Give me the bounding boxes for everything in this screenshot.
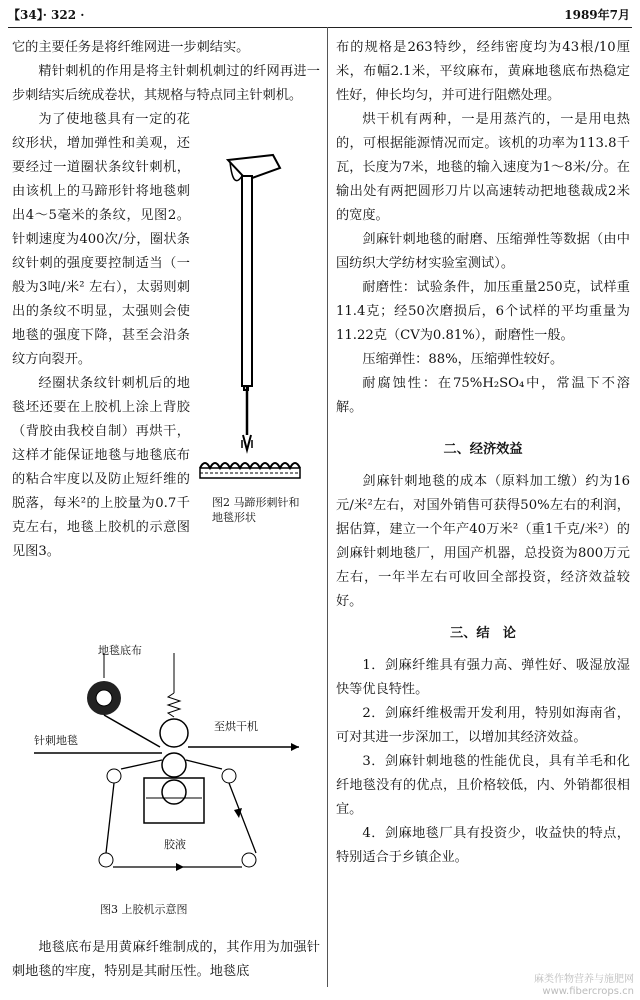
page-number-header: 【34】· 322 · — [8, 8, 85, 22]
section-heading: 二、经济效益 — [443, 442, 523, 457]
gluing-machine-diagram — [34, 648, 306, 898]
paragraph: 精针刺机的作用是将主针刺机刺过的纤网再进一步刺结实后统成卷状，其规格与特点同主针刺机。 — [12, 64, 320, 103]
paragraph: 为了使地毯具有一定的花纹形状，增加弹性和美观，还要经过一道圈状条纹针刺机，由该机上的马蹄形针将地毯刺出4～5毫米的条纹，见图2。针刺速度为400次/分，圈状条纹针刺的强度要控制适当（一般为3吨/米² 左右），太弱则刺出的条纹不明显，太强则会使地毯的强度下降，甚至会沿条纹方向裂开。 — [12, 112, 190, 367]
paragraph: 剑麻针刺地毯的耐磨、压缩弹性等数据（由中国纺织大学纺材实验室测试）。 — [336, 232, 630, 271]
paragraph: 剑麻针刺地毯的成本（原料加工缴）约为16元/米²左右，对国外销售可获得50%左右的利润，据估算，建立一个年产40万米²（重1千克/米²）的剑麻针刺地毯厂，用国产机器，总投资为800万元左右，一年半左右可收回全部投资，经济效益较好。 — [336, 474, 630, 609]
figure-2 — [198, 150, 306, 535]
paragraph: 经圈状条纹针刺机后的地毯坯还要在上胶机上涂上背胶（背胶由我校自制）再烘干，这样才能保证地毯与地毯底布的粘合牢度以及防止短纤维的脱落，每米²的上胶量为0.7千克左右，地毯上胶机的示意图见图3。 — [12, 376, 190, 559]
paragraph: 布的规格是263特纱，经纬密度均为43根/10厘米，布幅2.1米，平纹麻布，黄麻地毯底布热稳定性好，伸长均匀，并可进行阻燃处理。 — [336, 40, 630, 103]
paragraph: 烘干机有两种，一是用蒸汽的，一是用电热的，可根据能源情况而定。该机的功率为113.8千瓦，长度为7米，地毯的输入速度为1～8米/分。在输出处有两把圆形刀片以高速转动把地毯裁成2米的宽度。 — [336, 112, 630, 223]
horseshoe-needle-figure — [198, 150, 306, 495]
label-base-cloth: 地毯底布 — [98, 644, 142, 657]
paragraph: 地毯底布是用黄麻纤维制成的，其作用为加强针刺地毯的牢度，特别是其耐压性。地毯底 — [12, 940, 320, 979]
section-heading: 三、结 论 — [450, 626, 516, 641]
figure-2-caption: 图2 马蹄形刺针和地毯形状 — [212, 496, 300, 524]
conclusion-item: 2．剑麻纤维极需开发利用，特别如海南省，可对其进一步深加工，以增加其经济效益。 — [336, 706, 630, 745]
header-rule — [8, 27, 632, 28]
label-glue: 胶液 — [164, 838, 186, 851]
conclusion-item: 1．剑麻纤维具有强力高、弹性好、吸湿放湿快等优良特性。 — [336, 658, 630, 697]
column-divider — [327, 27, 328, 987]
paragraph: 耐腐蚀性：在75%H₂SO₄中，常温下不溶解。 — [336, 376, 630, 415]
paragraph: 它的主要任务是将纤维网进一步刺结实。 — [12, 40, 250, 55]
issue-date-header: 1989年7月 — [564, 8, 630, 22]
label-needle-carpet: 针刺地毯 — [34, 734, 78, 747]
figure-3-caption: 图3 上胶机示意图 — [100, 903, 188, 916]
right-column — [336, 36, 630, 870]
paragraph: 压缩弹性：88%，压缩弹性较好。 — [362, 352, 564, 367]
figure-3 — [34, 644, 306, 918]
label-to-dryer: 至烘干机 — [214, 720, 258, 733]
conclusion-item: 4．剑麻地毯厂具有投资少，收益快的特点，特别适合于乡镇企业。 — [336, 826, 630, 865]
watermark: 麻类作物营养与施肥网 www.fibercrops.cn — [534, 974, 634, 997]
conclusion-item: 3．剑麻针刺地毯的性能优良，具有羊毛和化纤地毯没有的优点，且价格较低，内、外销都很相宜。 — [336, 754, 630, 817]
paragraph: 耐磨性：试验条件，加压重量250克，试样重11.4克；经50次磨损后，6个试样的平均重量为11.22克（CV为0.81%），耐磨性一般。 — [336, 280, 630, 343]
